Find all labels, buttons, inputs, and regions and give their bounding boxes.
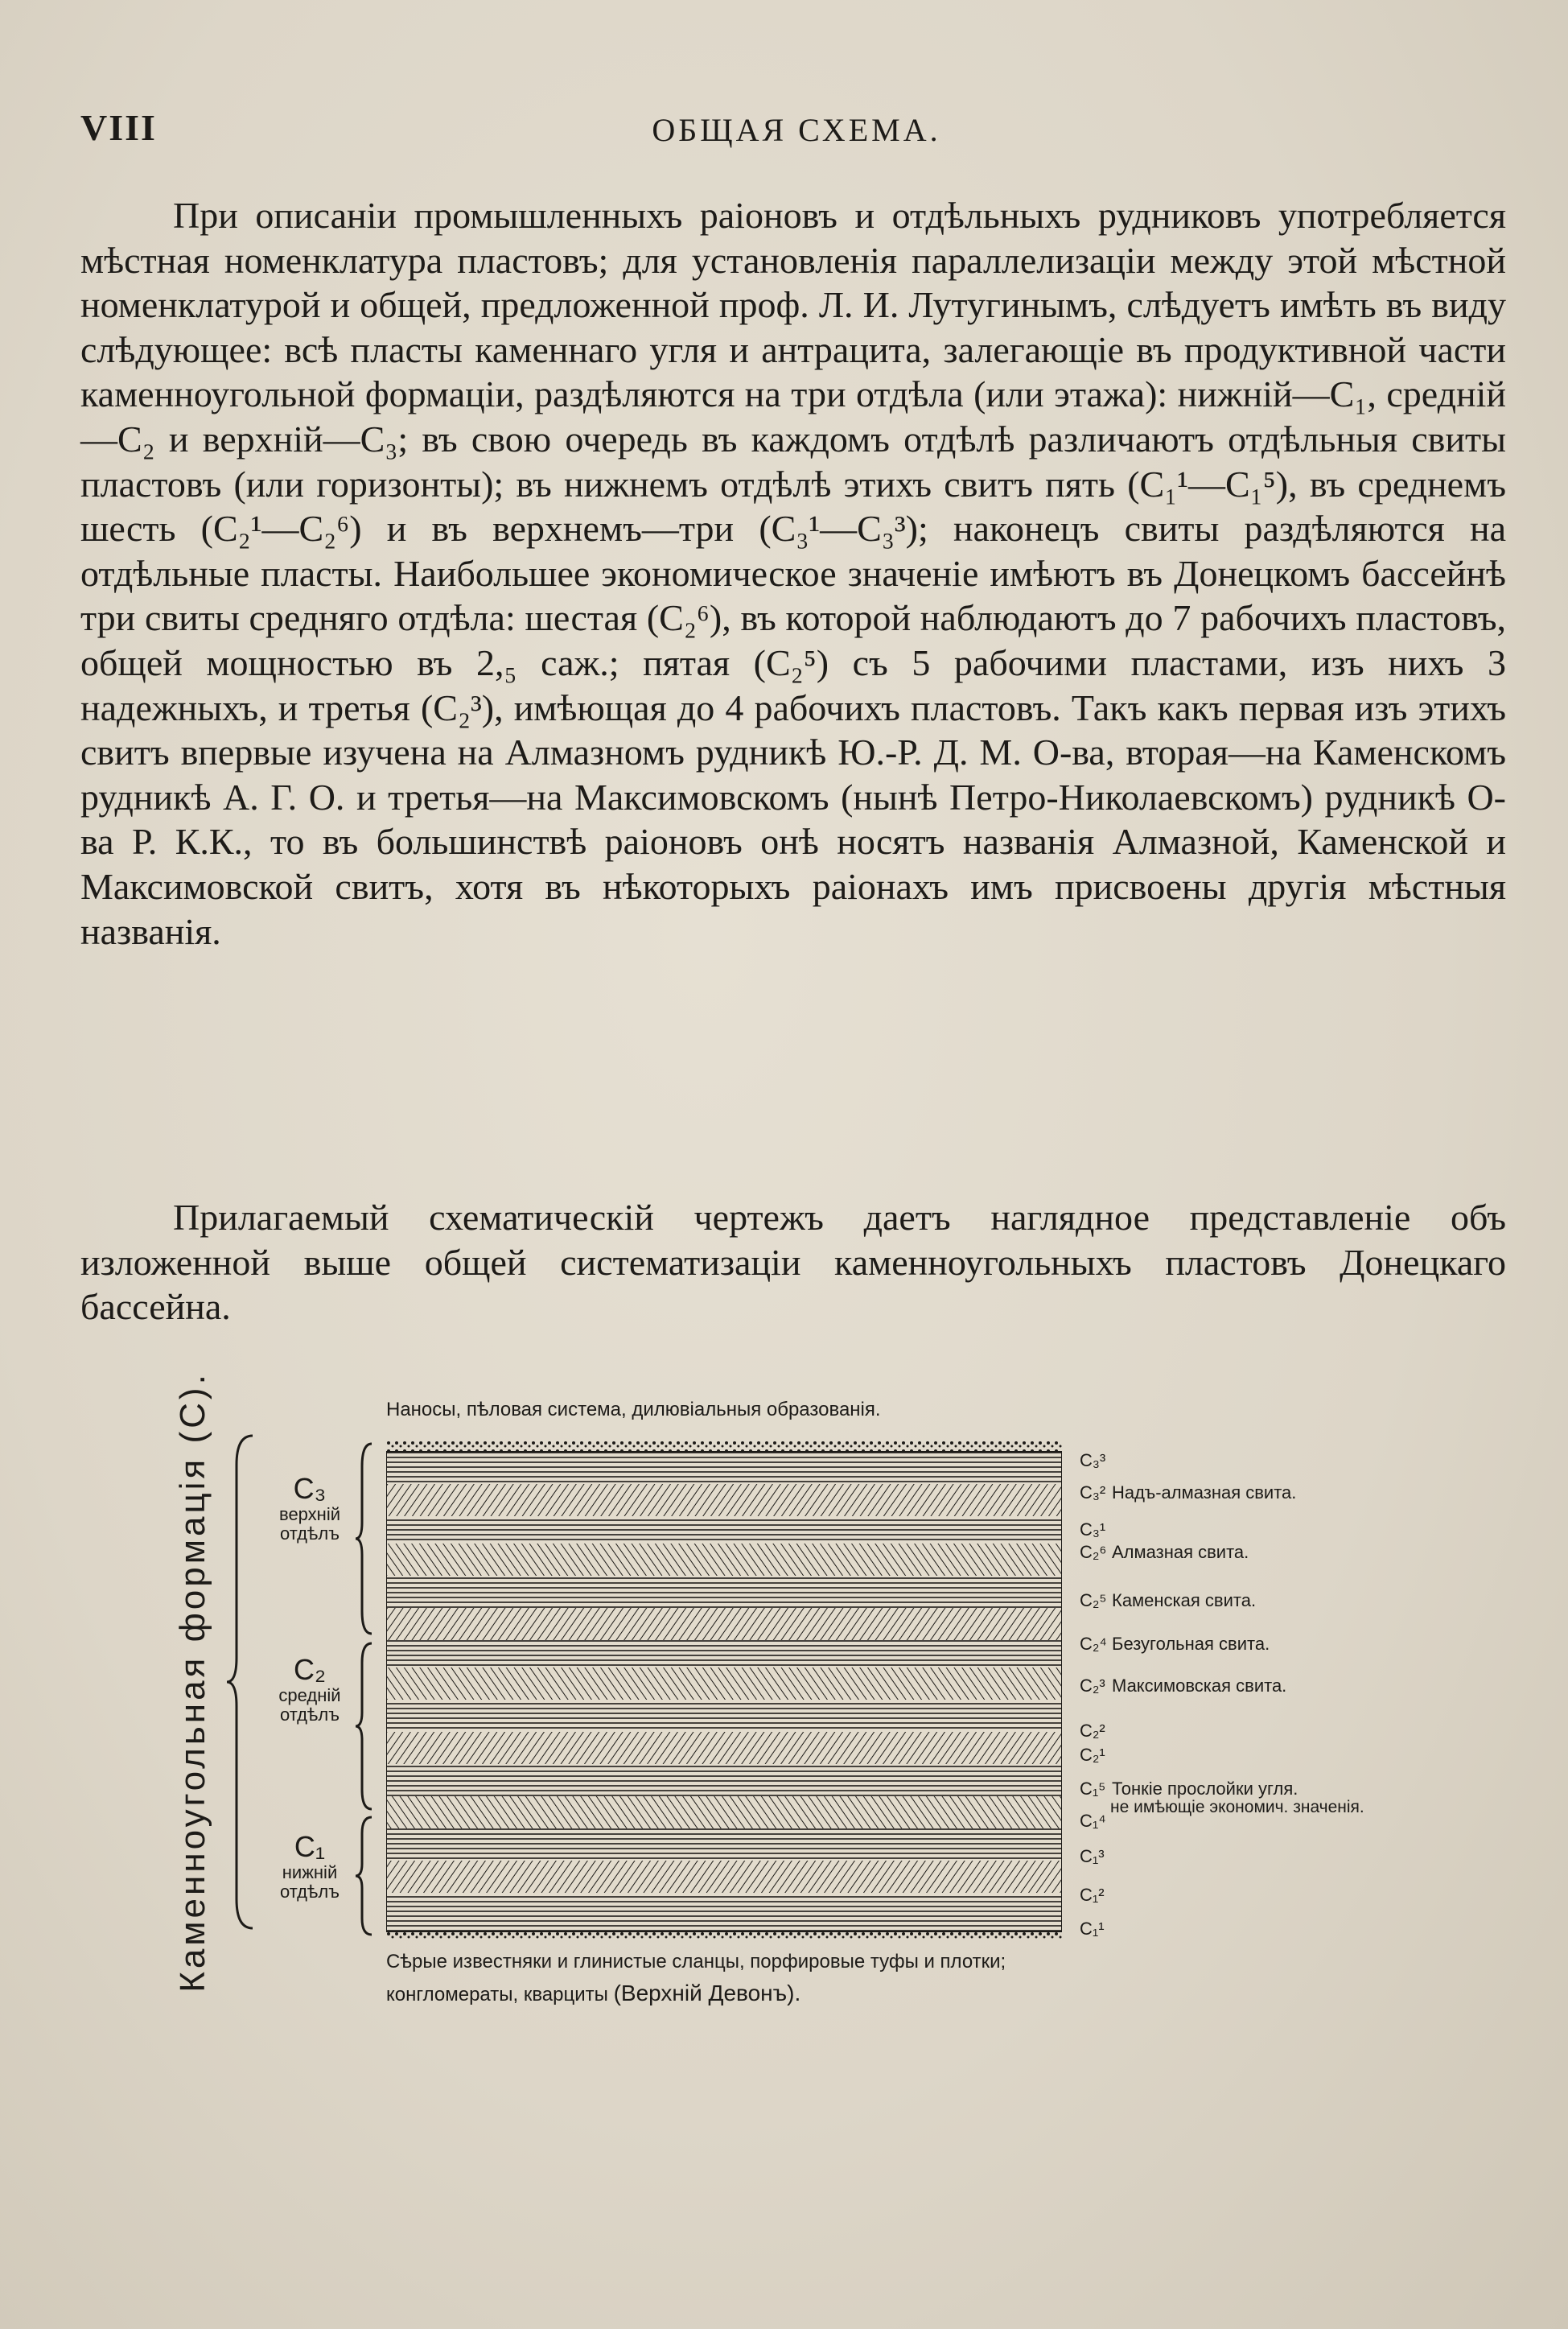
division-word: отдѣлъ — [279, 1704, 340, 1725]
stratum-band — [386, 1608, 1062, 1640]
division-brace-c3 — [352, 1442, 377, 1635]
stratum-band — [386, 1893, 1062, 1931]
figure-vertical-title-text: Каменноугольная формація (C). — [173, 1371, 212, 1993]
stratum-band — [386, 1544, 1062, 1576]
basement-layer — [386, 1931, 1062, 1939]
horizon-label: C₁⁴ — [1080, 1811, 1106, 1831]
bottom-caption-paren: (Верхній Девонъ). — [613, 1981, 801, 2005]
horizon-label: C₁² — [1080, 1885, 1105, 1905]
division-word: отдѣлъ — [279, 1881, 340, 1902]
paragraph-2: Прилагаемый схематическій чертежъ даетъ наглядное представленіе объ изложенной выше общей систематизаціи каменноугольныхъ пластовъ Донецкаго бассейна. — [80, 1197, 1506, 1328]
figure-bottom-caption — [386, 1948, 1006, 2010]
horizon-label: C₁⁵ Тонкіе прослойки угля. — [1080, 1779, 1298, 1799]
division-word: отдѣлъ — [279, 1523, 340, 1544]
stratum-band — [386, 1576, 1062, 1608]
division-symbol: C₂ — [294, 1653, 326, 1686]
horizon-label: C₂² — [1080, 1721, 1105, 1741]
stratum-band — [386, 1828, 1062, 1861]
horizon-label: C₂⁴ Безугольная свита. — [1080, 1634, 1270, 1654]
division-label-c2 — [265, 1654, 354, 1725]
horizon-label: C₂⁵ Каменская свита. — [1080, 1590, 1257, 1610]
horizon-label: C₂³ Максимовская свита. — [1080, 1676, 1287, 1696]
figure-vertical-title — [161, 1371, 225, 1993]
horizon-label: C₃³ — [1080, 1450, 1106, 1470]
figure-top-caption: Наносы, пѣловая система, дилювіальныя образованія. — [386, 1399, 881, 1420]
stratum-band — [386, 1764, 1062, 1796]
division-symbol: C₃ — [293, 1472, 327, 1505]
division-label-c3 — [265, 1473, 354, 1544]
stratum-band — [386, 1861, 1062, 1893]
bottom-caption-line1: Сѣрые известняки и глинистые сланцы, порфировые туфы и плотки; — [386, 1951, 1006, 1972]
stratum-band — [386, 1732, 1062, 1764]
division-word: средній — [278, 1684, 341, 1705]
horizon-label: C₁¹ — [1080, 1919, 1105, 1939]
division-brace-c1 — [352, 1816, 377, 1936]
stratum-band — [386, 1452, 1062, 1484]
page-header — [80, 106, 1512, 155]
horizon-label: C₁³ — [1080, 1846, 1105, 1866]
overburden-layer — [386, 1441, 1062, 1452]
stratum-band — [386, 1700, 1062, 1732]
horizon-label: C₂⁶ Алмазная свита. — [1080, 1542, 1249, 1562]
stratum-band — [386, 1667, 1062, 1700]
page-number: VIII — [80, 107, 157, 148]
formation-brace — [225, 1432, 257, 1931]
horizon-label: C₂¹ — [1080, 1745, 1105, 1765]
division-word: нижній — [282, 1861, 338, 1882]
running-head: ОБЩАЯ СХЕМА. — [652, 112, 941, 148]
strata-column — [386, 1441, 1062, 1939]
bottom-caption-line2: конгломераты, кварциты (Верхній Девонъ). — [386, 1981, 801, 2005]
paragraph-1: При описаніи промышленныхъ раіоновъ и отдѣльныхъ рудниковъ употребляется мѣстная номенклатура пластовъ; для установленія параллелизаціи между этой мѣстной номенклатурой и общей, предложенной проф. Л. И. Лутугинымъ, слѣдуетъ имѣть въ виду слѣдующее: всѣ пласты каменнаго угля и антрацита, залегающіе въ продуктивной части каменноугольной формаціи, раздѣляются на три отдѣла (или этажа): нижній—C₁, средній—C₂ и верхній—C₃; въ свою очередь въ каждомъ отдѣлѣ различаютъ отдѣльныя свиты пластовъ (или горизонты); въ нижнемъ отдѣлѣ этихъ свитъ пять (C₁¹—C₁⁵), въ среднемъ шесть (C₂¹—C₂⁶) и въ верхнемъ—три (C₃¹—C₃³); наконецъ свиты раздѣляются на отдѣльные пласты. Наибольшее экономическое значеніе имѣютъ въ Донецкомъ бассейнѣ три свиты средняго отдѣла: шестая (C₂⁶), въ которой наблюдаютъ до 7 рабочихъ пластовъ, общей мощностью въ 2,₅ саж.; пятая (C₂⁵) съ 5 рабочими пластами, изъ нихъ 3 надежныхъ, и третья (C₂³), имѣющая до 4 рабочихъ пластовъ. Такъ какъ первая изъ этихъ свитъ впервые изучена на Алмазномъ рудникѣ Ю.-Р. Д. М. О-ва, вторая—на Каменскомъ рудникѣ А. Г. О. и третья—на Максимовскомъ (нынѣ Петро-Николаевскомъ) рудникѣ О-ва Р. К.К., то въ большинствѣ раіоновъ онѣ носятъ названія Алмазной, Каменской и Максимовской свитъ, хотя въ нѣкоторыхъ раіонахъ имъ присвоены другія мѣстныя названія. — [80, 195, 1506, 952]
stratigraphic-figure — [145, 1371, 1400, 2028]
division-word: верхній — [279, 1503, 340, 1524]
thin-seams-note: не имѣющіе экономич. значенія. — [1110, 1798, 1364, 1816]
division-symbol: C₁ — [294, 1830, 326, 1863]
stratum-band — [386, 1484, 1062, 1516]
division-label-c1 — [265, 1831, 354, 1902]
horizon-label: C₃² Надъ-алмазная свита. — [1080, 1482, 1297, 1503]
stratum-band — [386, 1516, 1062, 1544]
division-brace-c2 — [352, 1642, 377, 1811]
stratum-band — [386, 1640, 1062, 1667]
horizon-label: C₃¹ — [1080, 1519, 1106, 1540]
stratum-band — [386, 1796, 1062, 1828]
